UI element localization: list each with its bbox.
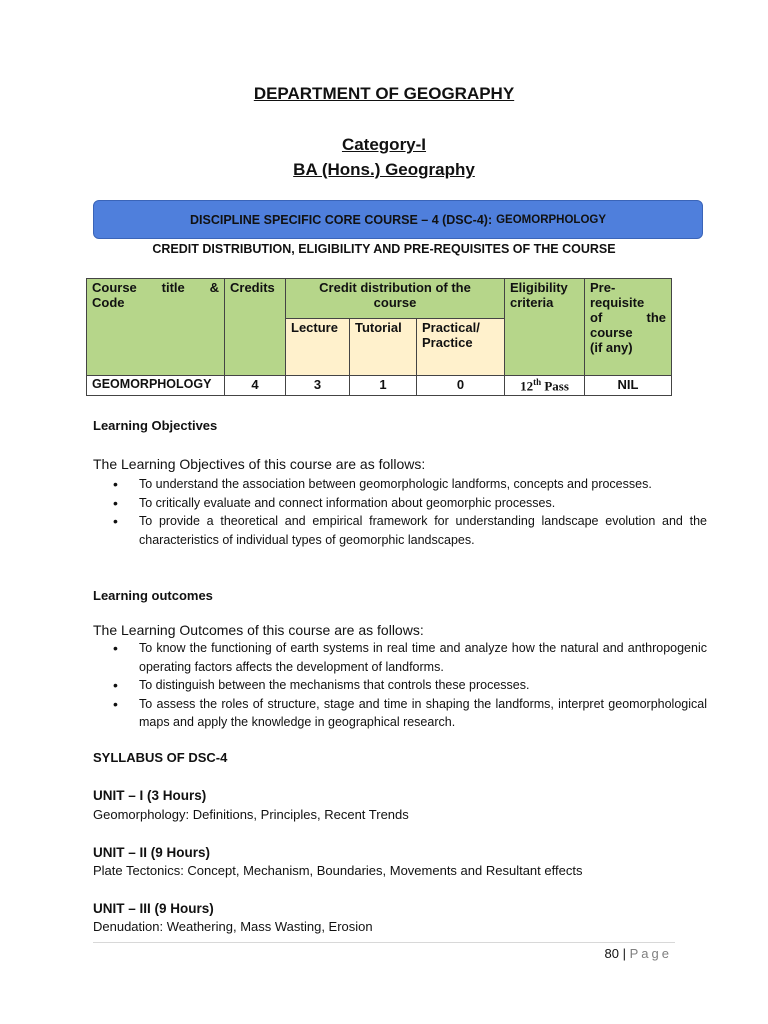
- credit-table: [86, 278, 672, 396]
- prerequisite-header: Pre- requisite of the course (if any): [585, 279, 672, 376]
- tutorial-header: Tutorial: [350, 319, 417, 376]
- outcomes-list: [93, 639, 707, 732]
- course-title-header: Course title & Code: [87, 279, 225, 376]
- list-item: • To provide a theoretical and empirical framework for understanding landscape evolution and the characteristics of individual types of geomorphic landscapes.: [93, 512, 707, 549]
- eligibility-cell: 12th Pass: [505, 376, 585, 396]
- prerequisite-cell: NIL: [585, 376, 672, 396]
- list-item: • To distinguish between the mechanisms that controls these processes.: [93, 676, 707, 695]
- page-footer: [605, 946, 672, 961]
- page-number: 80: [604, 946, 619, 961]
- credits-cell: 4: [225, 376, 286, 396]
- unit-title: UNIT – III (9 Hours): [93, 901, 214, 916]
- unit-text: Denudation: Weathering, Mass Wasting, Erosion: [93, 919, 373, 934]
- course-banner: [93, 200, 703, 239]
- banner-subject: GEOMORPHOLOGY: [496, 213, 607, 226]
- unit-text: Geomorphology: Definitions, Principles, Recent Trends: [93, 807, 409, 822]
- unit-title: UNIT – I (3 Hours): [93, 788, 207, 803]
- department-title: DEPARTMENT OF GEOGRAPHY: [253, 84, 515, 103]
- credit-distribution-heading: CREDIT DISTRIBUTION, ELIGIBILITY AND PRE-REQUISITES OF THE COURSE: [152, 242, 616, 256]
- unit-title: UNIT – II (9 Hours): [93, 845, 211, 860]
- objectives-list: [93, 475, 707, 549]
- list-item: • To understand the association between geomorphologic landforms, concepts and processes.: [93, 475, 707, 494]
- tutorial-cell: 1: [350, 376, 417, 396]
- learning-objectives-heading: Learning Objectives: [93, 418, 218, 433]
- footer-separator: |: [622, 946, 626, 961]
- banner-main: DISCIPLINE SPECIFIC CORE COURSE – 4 (DSC-4):: [189, 212, 493, 227]
- objectives-lead: The Learning Objectives of this course are as follows:: [93, 456, 426, 472]
- lecture-cell: 3: [286, 376, 350, 396]
- footer-divider: [93, 942, 675, 943]
- credits-header: Credits: [225, 279, 286, 376]
- category-title: Category-I: [341, 135, 427, 154]
- page-label: Page: [629, 946, 672, 961]
- practical-header: Practical/ Practice: [417, 319, 505, 376]
- list-item: • To assess the roles of structure, stage and time in shaping the landforms, interpret geomorphological maps and apply the knowledge in geographical research.: [93, 695, 707, 732]
- eligibility-header: Eligibility criteria: [505, 279, 585, 376]
- lecture-header: Lecture: [286, 319, 350, 376]
- list-item: • To know the functioning of earth systems in real time and analyze how the natural and anthropogenic operating factors affects the development of landforms.: [93, 639, 707, 676]
- credit-distribution-header: Credit distribution of the course: [286, 279, 505, 319]
- learning-outcomes-heading: Learning outcomes: [93, 588, 213, 603]
- list-item: • To critically evaluate and connect information about geomorphic processes.: [93, 494, 707, 513]
- course-title-cell: GEOMORPHOLOGY: [87, 376, 225, 396]
- syllabus-heading: SYLLABUS OF DSC-4: [93, 750, 228, 765]
- unit-text: Plate Tectonics: Concept, Mechanism, Boundaries, Movements and Resultant effects: [93, 863, 583, 878]
- outcomes-lead: The Learning Outcomes of this course are as follows:: [93, 622, 424, 638]
- practical-cell: 0: [417, 376, 505, 396]
- programme-title: BA (Hons.) Geography: [293, 160, 475, 179]
